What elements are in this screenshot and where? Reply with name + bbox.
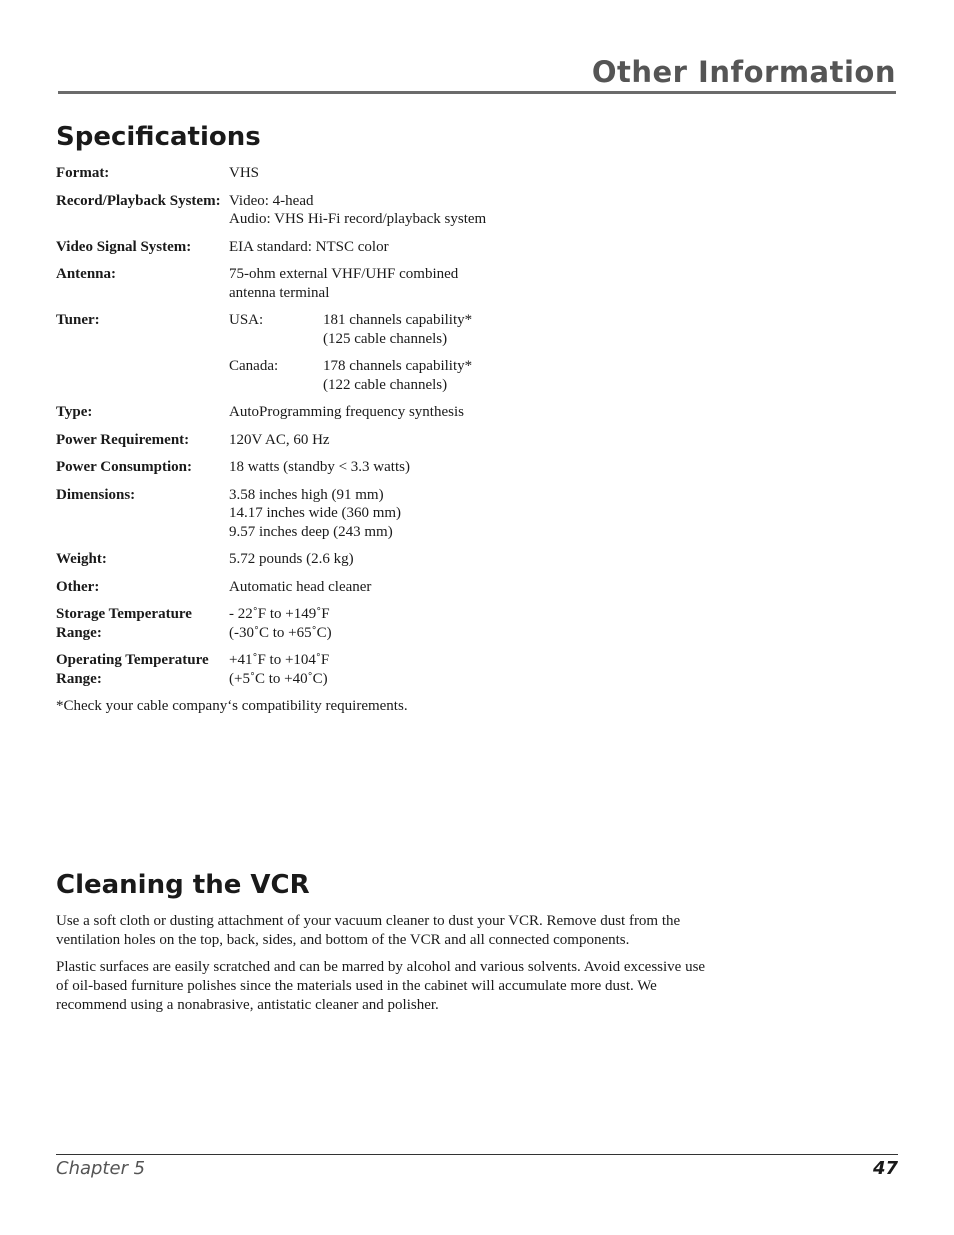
- spec-label: Dimensions:: [56, 486, 136, 503]
- spec-value: [229, 164, 716, 183]
- spec-label: Storage Temperature Range:: [56, 606, 192, 641]
- spec-value-line: (+5˚C to +40˚C): [229, 670, 328, 687]
- tuner-values: [229, 311, 716, 394]
- spec-value-line: antenna terminal: [229, 284, 330, 301]
- spec-value: [229, 192, 716, 229]
- spec-value: [229, 238, 716, 257]
- spec-row: [56, 403, 716, 422]
- spec-row: [56, 486, 716, 542]
- spec-value: [229, 578, 716, 597]
- spec-row: [56, 550, 716, 569]
- spec-value-line: (-30˚C to +65˚C): [229, 624, 332, 641]
- spec-row-tuner: [56, 311, 716, 394]
- spec-value-line: 14.17 inches wide (360 mm): [229, 505, 402, 521]
- spec-label: Format:: [56, 165, 110, 181]
- page-number: 47: [872, 1158, 898, 1179]
- tuner-line: (125 cable channels): [323, 330, 448, 347]
- spec-value-line: AutoProgramming frequency synthesis: [229, 404, 464, 420]
- spec-value-line: 120V AC, 60 Hz: [229, 431, 330, 448]
- footer-rule: [56, 1154, 898, 1155]
- spec-row: [56, 192, 716, 229]
- cleaning-paragraph: Use a soft cloth or dusting attachment of your vacuum cleaner to dust your VCR. Remove dust from the ventilation holes on the top, back, sides, and bottom of the VCR and all connected components.: [56, 913, 681, 948]
- spec-value-line: 9.57 inches deep (243 mm): [229, 523, 393, 540]
- tuner-line: 178 channels capability*: [323, 358, 473, 374]
- spec-value-line: - 22˚F to +149˚F: [229, 606, 330, 622]
- specifications-title: Specifications: [56, 122, 261, 152]
- specifications-table: [56, 164, 716, 716]
- spec-row: [56, 578, 716, 597]
- chapter-label: Chapter 5: [56, 1158, 146, 1179]
- spec-value: [229, 265, 716, 302]
- tuner-line: (122 cable channels): [323, 376, 448, 393]
- spec-value: [229, 403, 716, 422]
- cleaning-body: [56, 912, 706, 1023]
- tuner-value: [323, 311, 716, 348]
- footnote: *Check your cable company‘s compatibility requirements.: [56, 698, 408, 714]
- spec-row: [56, 651, 716, 688]
- tuner-region: USA:: [229, 312, 264, 328]
- spec-label: Power Requirement:: [56, 431, 190, 448]
- tuner-line: 181 channels capability*: [323, 312, 473, 328]
- spec-label: Operating Temperature Range:: [56, 652, 209, 687]
- spec-value-line: 75-ohm external VHF/UHF combined: [229, 266, 459, 282]
- section-header: Other Information: [591, 55, 896, 89]
- spec-label: Weight:: [56, 551, 107, 567]
- spec-value: [229, 486, 716, 542]
- cleaning-title: Cleaning the VCR: [56, 870, 310, 900]
- spec-value: [229, 605, 716, 642]
- spec-label: Power Consumption:: [56, 459, 192, 475]
- cleaning-paragraph: Plastic surfaces are easily scratched and can be marred by alcohol and various solvents. Avoid excessive use of oil-based furniture polishes since the materials used in the cabinet will accumulate more dust. We recommend using a nonabrasive, antistatic cleaner and polisher.: [56, 959, 706, 1013]
- spec-value-line: 5.72 pounds (2.6 kg): [229, 551, 354, 567]
- spec-value-line: Video: 4-head: [229, 192, 314, 209]
- spec-row: [56, 238, 716, 257]
- spec-value-line: 3.58 inches high (91 mm): [229, 486, 384, 503]
- spec-label: Type:: [56, 404, 93, 420]
- spec-value: [229, 458, 716, 477]
- spec-label: Antenna:: [56, 266, 117, 282]
- tuner-value: [323, 357, 716, 394]
- spec-label: Video Signal System:: [56, 238, 192, 255]
- spec-label: Other:: [56, 578, 100, 595]
- spec-row: [56, 605, 716, 642]
- spec-row: [56, 458, 716, 477]
- spec-row: [56, 164, 716, 183]
- tuner-region: Canada:: [229, 358, 279, 374]
- spec-row: [56, 265, 716, 302]
- spec-value: [229, 431, 716, 450]
- spec-value: [229, 651, 716, 688]
- spec-row: [56, 431, 716, 450]
- spec-value-line: +41˚F to +104˚F: [229, 652, 330, 668]
- spec-label: Record/Playback System:: [56, 192, 221, 209]
- spec-value-line: Automatic head cleaner: [229, 578, 372, 595]
- header-rule: [58, 91, 896, 94]
- spec-label: Tuner:: [56, 312, 100, 328]
- spec-value: [229, 550, 716, 569]
- spec-value-line: Audio: VHS Hi-Fi record/playback system: [229, 211, 487, 227]
- spec-value-line: 18 watts (standby < 3.3 watts): [229, 459, 410, 475]
- spec-value-line: EIA standard: NTSC color: [229, 238, 389, 255]
- spec-value-line: VHS: [229, 165, 260, 181]
